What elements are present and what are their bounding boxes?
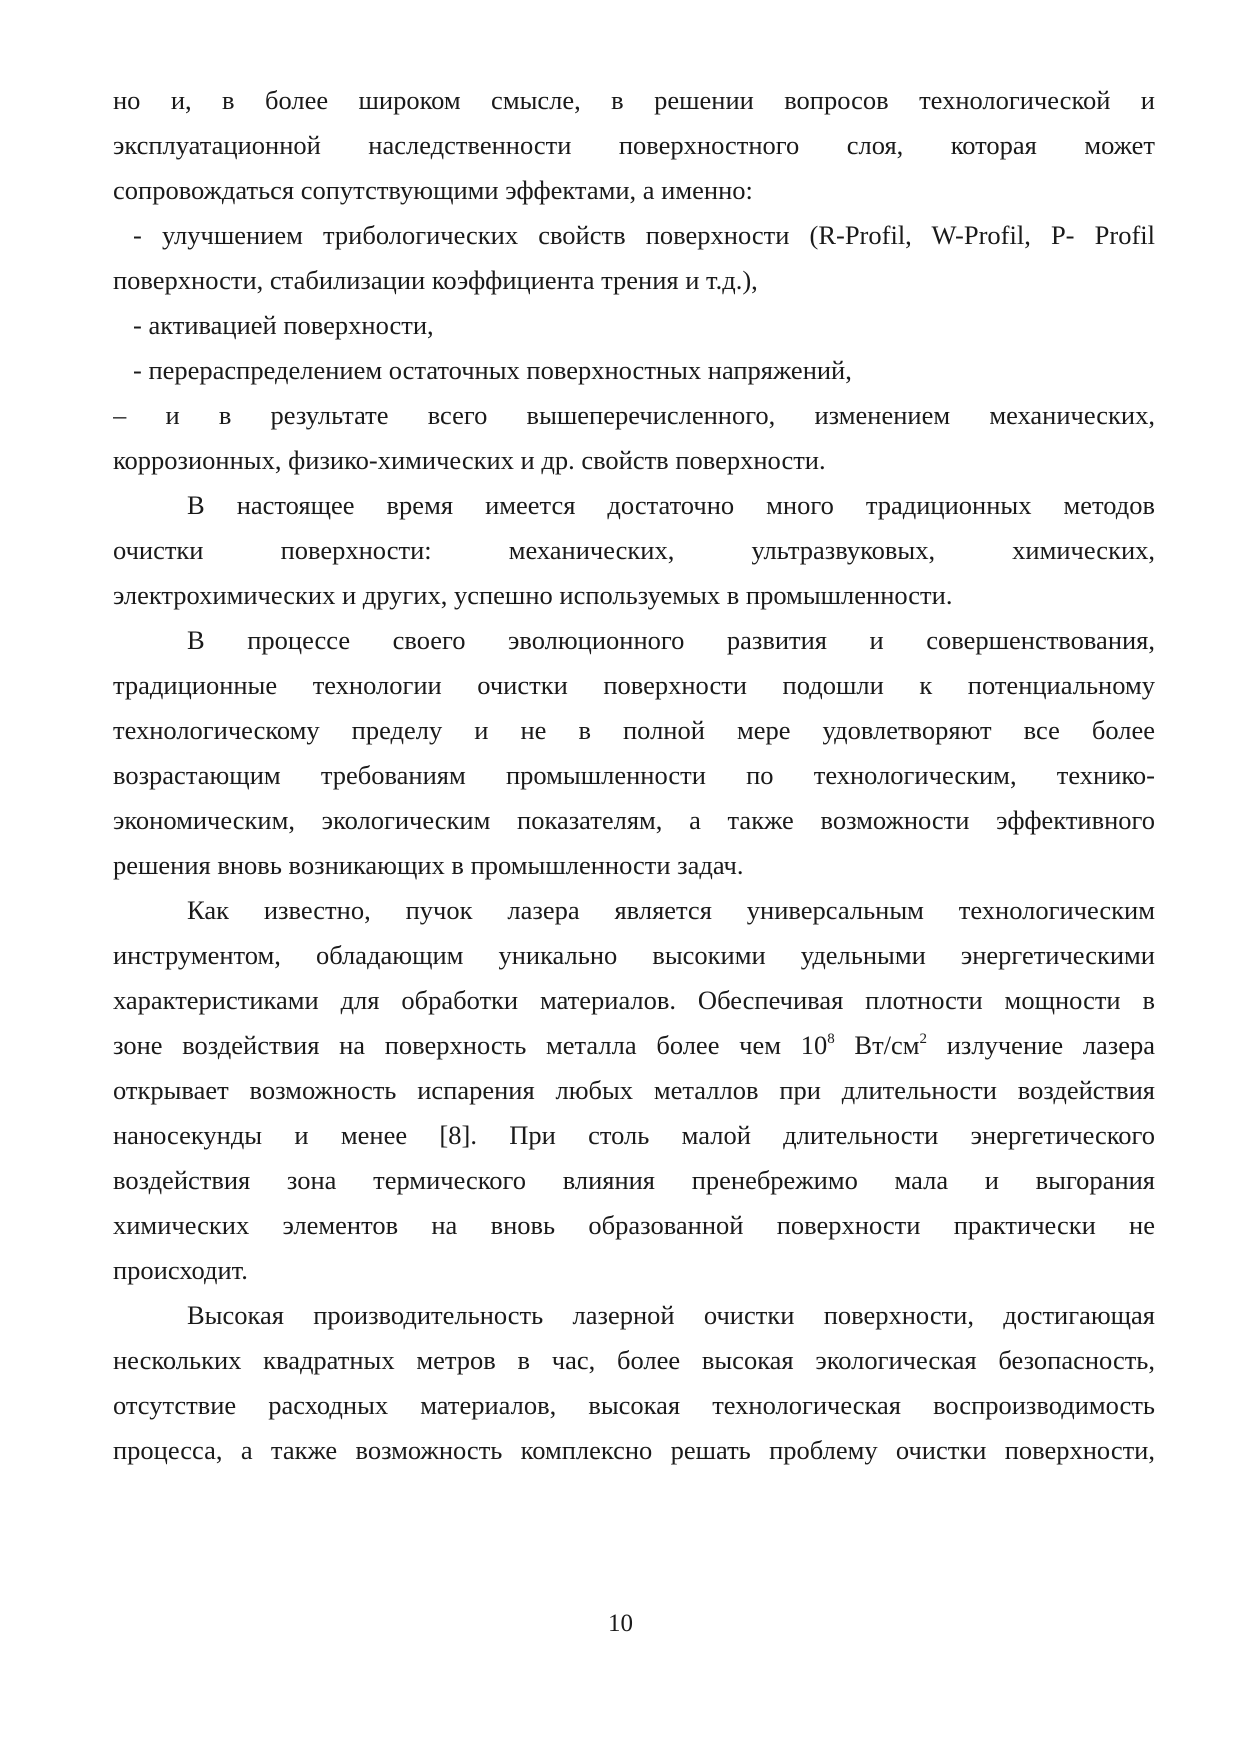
superscript-exponent: 8 bbox=[827, 1031, 835, 1047]
text-segment: зоне воздействия на поверхность металла более чем 10 bbox=[113, 1030, 828, 1060]
text-line: экономическим, экологическим показателям, а также возможности эффективного bbox=[113, 805, 1155, 835]
text-line: открывает возможность испарения любых металлов при длительности воздействия bbox=[113, 1075, 1155, 1105]
text-line: воздействия зона термического влияния пренебрежимо мала и выгорания bbox=[113, 1165, 1155, 1195]
text-line-with-superscripts bbox=[113, 1027, 1155, 1063]
bullet-line: - активацией поверхности, bbox=[133, 310, 434, 340]
paragraph-first-line: В процессе своего эволюционного развития и совершенствования, bbox=[187, 625, 1155, 655]
text-line: химических элементов на вновь образованной поверхности практически не bbox=[113, 1210, 1155, 1240]
text-line: наносекунды и менее [8]. При столь малой длительности энергетического bbox=[113, 1120, 1155, 1150]
paragraph-first-line: Высокая производительность лазерной очистки поверхности, достигающая bbox=[187, 1300, 1155, 1330]
text-line: возрастающим требованиям промышленности по технологическим, технико- bbox=[113, 760, 1155, 790]
text-line: поверхности, стабилизации коэффициента трения и т.д.), bbox=[113, 265, 758, 295]
bullet-line: - перераспределением остаточных поверхностных напряжений, bbox=[133, 355, 852, 385]
paragraph-first-line: В настоящее время имеется достаточно много традиционных методов bbox=[187, 490, 1155, 520]
text-line: отсутствие расходных материалов, высокая технологическая воспроизводимость bbox=[113, 1390, 1155, 1420]
text-segment: излучение лазера bbox=[927, 1030, 1155, 1060]
text-line: происходит. bbox=[113, 1255, 248, 1285]
text-line: инструментом, обладающим уникально высокими удельными энергетическими bbox=[113, 940, 1155, 970]
text-line: – и в результате всего вышеперечисленного, изменением механических, bbox=[113, 400, 1155, 430]
text-line: традиционные технологии очистки поверхности подошли к потенциальному bbox=[113, 670, 1155, 700]
superscript-exponent: 2 bbox=[919, 1031, 928, 1047]
bullet-line: - улучшением трибологических свойств поверхности (R-Profil, W-Profil, P- Profil bbox=[133, 220, 1155, 250]
text-line: эксплуатационной наследственности поверхностного слоя, которая может bbox=[113, 130, 1155, 160]
text-line: нескольких квадратных метров в час, более высокая экологическая безопасность, bbox=[113, 1345, 1155, 1375]
text-line: но и, в более широком смысле, в решении вопросов технологической и bbox=[113, 85, 1155, 115]
text-line: технологическому пределу и не в полной мере удовлетворяют все более bbox=[113, 715, 1155, 745]
paragraph-first-line: Как известно, пучок лазера является универсальным технологическим bbox=[187, 895, 1155, 925]
text-segment: Вт/см bbox=[834, 1030, 920, 1060]
text-line: решения вновь возникающих в промышленности задач. bbox=[113, 850, 744, 880]
text-line: сопровождаться сопутствующими эффектами, а именно: bbox=[113, 175, 753, 205]
text-line: электрохимических и других, успешно используемых в промышленности. bbox=[113, 580, 953, 610]
text-line: процесса, а также возможность комплексно решать проблему очистки поверхности, bbox=[113, 1435, 1155, 1465]
page-number: 10 bbox=[608, 1610, 633, 1637]
text-line: характеристиками для обработки материалов. Обеспечивая плотности мощности в bbox=[113, 985, 1155, 1015]
text-line: очистки поверхности: механических, ультразвуковых, химических, bbox=[113, 535, 1155, 565]
text-line: коррозионных, физико-химических и др. свойств поверхности. bbox=[113, 445, 826, 475]
